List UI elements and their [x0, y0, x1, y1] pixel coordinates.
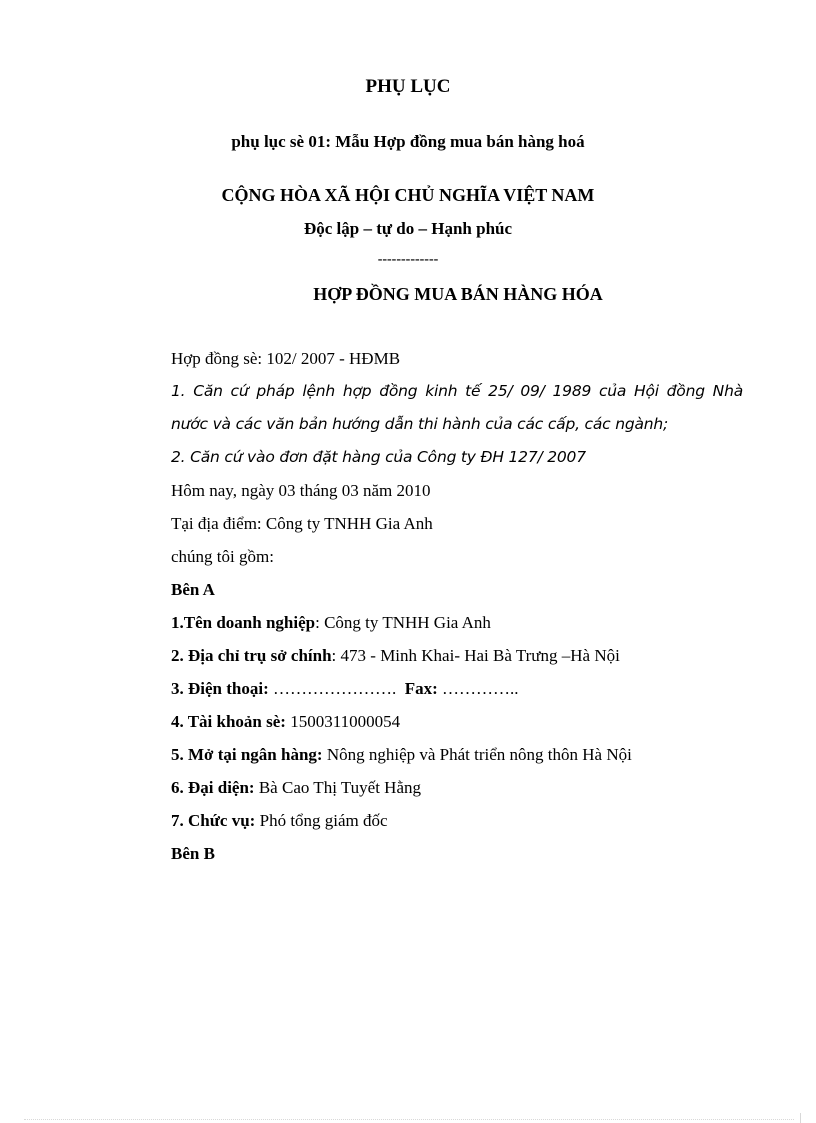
field-label: 7. Chức vụ:	[171, 811, 256, 830]
contract-body	[171, 342, 743, 870]
contract-number: Hợp đồng sè: 102/ 2007 - HĐMB	[171, 349, 401, 368]
field-label: 5. Mở tại ngân hàng:	[171, 745, 323, 764]
appendix-title: PHỤ LỤC	[365, 76, 451, 97]
national-motto: Độc lập – tự do – Hạnh phúc	[303, 219, 513, 238]
legal-basis-1-line-1: 1. Căn cứ pháp lệnh hợp đồng kinh tế 25/ 09/ 1989 của Hội đồng Nhà	[171, 382, 743, 400]
field-separator: :	[331, 646, 341, 665]
field-value: Phó tổng giám đốc	[259, 811, 388, 830]
party-a-field	[171, 639, 743, 672]
field-label: 2. Địa chỉ trụ sở chính	[171, 646, 332, 665]
we-include-text: chúng tôi gồm:	[171, 547, 274, 566]
field-value: ………………….	[273, 679, 405, 698]
national-title: CỘNG HÒA XÃ HỘI CHỦ NGHĨA VIỆT NAM	[221, 185, 595, 205]
party-a-field	[171, 672, 743, 705]
legal-basis-2: 2. Căn cứ vào đơn đặt hàng của Công ty ĐH 127/ 2007	[171, 448, 586, 466]
field-value: 473 - Minh Khai- Hai Bà Trưng –Hà Nội	[340, 646, 620, 665]
field-label: 1.Tên doanh nghiệp	[171, 613, 316, 632]
party-b-heading: Bên B	[171, 844, 215, 863]
legal-basis-1-line-2: nước và các văn bản hướng dẫn thi hành của các cấp, các ngành;	[171, 415, 669, 433]
party-a-heading: Bên A	[171, 580, 215, 599]
field-label: 4. Tài khoản sè:	[171, 712, 286, 731]
separator-line: -------------	[377, 252, 439, 267]
contract-title: HỢP ĐỒNG MUA BÁN HÀNG HÓA	[313, 284, 603, 304]
field-label: 3. Điện thoại:	[171, 679, 269, 698]
field-value: Bà Cao Thị Tuyết Hằng	[258, 778, 421, 797]
party-a-field	[171, 738, 743, 771]
field-value: Công ty TNHH Gia Anh	[324, 613, 491, 632]
party-a-field	[171, 771, 743, 804]
contract-place: Tại địa điểm: Công ty TNHH Gia Anh	[171, 514, 433, 533]
page-bottom-border	[24, 1119, 794, 1120]
field-value: Nông nghiệp và Phát triển nông thôn Hà Nội	[326, 745, 632, 764]
party-a-field	[171, 606, 743, 639]
fax-label: Fax:	[404, 679, 438, 698]
party-a-field	[171, 705, 743, 738]
appendix-subtitle: phụ lục sè 01: Mẫu Hợp đồng mua bán hàng hoá	[231, 132, 585, 151]
field-separator: :	[315, 613, 325, 632]
page-corner-mark	[800, 1113, 801, 1123]
fax-value: …………..	[437, 679, 519, 698]
party-a-field	[171, 804, 743, 837]
field-value: 1500311000054	[290, 712, 401, 731]
contract-date: Hôm nay, ngày 03 tháng 03 năm 2010	[171, 481, 431, 500]
field-label: 6. Đại diện:	[171, 778, 255, 797]
